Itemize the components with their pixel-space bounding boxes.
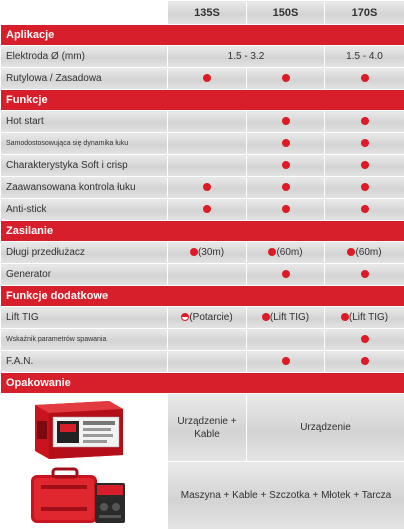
cell-170 xyxy=(325,264,404,286)
row-hotstart xyxy=(1,111,404,133)
bullet-dot xyxy=(282,117,290,125)
row-label: Zaawansowana kontrola łuku xyxy=(1,177,168,199)
cell-150 xyxy=(247,199,325,221)
bullet-dot xyxy=(282,74,290,82)
bullet-dot xyxy=(361,74,369,82)
row-rutylowa xyxy=(1,68,404,90)
cell-150 xyxy=(247,307,325,329)
row-label: Anti-stick xyxy=(1,199,168,221)
cell-text: (Potarcie) xyxy=(189,312,232,323)
bullet-dot xyxy=(361,117,369,125)
pack-135: Urządzenie + Kable xyxy=(168,394,247,462)
cell-150 xyxy=(247,242,325,264)
section-zasilanie xyxy=(1,221,404,242)
carry-case-icon xyxy=(1,463,167,529)
cell-150 xyxy=(247,133,325,155)
model-135s: 135S xyxy=(168,1,247,25)
value-170: 1.5 - 4.0 xyxy=(325,46,404,68)
header-blank xyxy=(1,1,168,25)
cell-text: (Lift TIG) xyxy=(349,312,388,323)
section-title: Opakowanie xyxy=(1,373,404,394)
cell-170 xyxy=(325,351,404,373)
cell-135 xyxy=(168,307,247,329)
section-opakowanie xyxy=(1,373,404,394)
bullet-dot xyxy=(203,74,211,82)
cell-135 xyxy=(168,133,247,155)
product-box-image xyxy=(1,394,168,462)
section-funkcje xyxy=(1,90,404,111)
cell-150 xyxy=(247,177,325,199)
cell-135 xyxy=(168,111,247,133)
cell-170 xyxy=(325,111,404,133)
row-label: Lift TIG xyxy=(1,307,168,329)
product-case-image xyxy=(1,462,168,530)
bullet-dot xyxy=(341,313,349,321)
model-150s: 150S xyxy=(247,1,325,25)
bullet-dot xyxy=(282,357,290,365)
row-label: Charakterystyka Soft i crisp xyxy=(1,155,168,177)
row-pack-2 xyxy=(1,462,404,530)
row-label: Samodostosowująca się dynamika łuku xyxy=(1,133,168,155)
cell-text: (60m) xyxy=(355,247,381,258)
cell-150 xyxy=(247,264,325,286)
product-box-icon xyxy=(1,395,167,461)
section-aplikacje xyxy=(1,25,404,46)
row-wskaznik xyxy=(1,329,404,351)
cell-135 xyxy=(168,351,247,373)
cell-170 xyxy=(325,199,404,221)
row-label: Elektroda Ø (mm) xyxy=(1,46,168,68)
section-title: Funkcje dodatkowe xyxy=(1,286,404,307)
cell-170 xyxy=(325,68,404,90)
row-generator xyxy=(1,264,404,286)
cell-150 xyxy=(247,351,325,373)
cell-170 xyxy=(325,329,404,351)
bullet-dot xyxy=(282,183,290,191)
row-samodostosowujaca xyxy=(1,133,404,155)
bullet-dot xyxy=(361,139,369,147)
cell-text: (30m) xyxy=(198,247,224,258)
cell-text: (60m) xyxy=(276,247,302,258)
section-funkcje-dodatkowe xyxy=(1,286,404,307)
row-zaawansowana xyxy=(1,177,404,199)
section-title: Funkcje xyxy=(1,90,404,111)
section-title: Zasilanie xyxy=(1,221,404,242)
pack-all: Maszyna + Kable + Szczotka + Młotek + Tarcza xyxy=(168,462,404,530)
row-antistick xyxy=(1,199,404,221)
row-fan xyxy=(1,351,404,373)
cell-135 xyxy=(168,264,247,286)
cell-135 xyxy=(168,329,247,351)
bullet-dot xyxy=(282,205,290,213)
cell-150 xyxy=(247,111,325,133)
cell-150 xyxy=(247,155,325,177)
cell-150 xyxy=(247,329,325,351)
bullet-dot xyxy=(361,183,369,191)
model-170s: 170S xyxy=(325,1,404,25)
cell-135 xyxy=(168,199,247,221)
header-row xyxy=(1,1,404,25)
bullet-dot xyxy=(361,357,369,365)
row-dlugi-przedluzacz xyxy=(1,242,404,264)
bullet-dot xyxy=(203,183,211,191)
cell-170 xyxy=(325,242,404,264)
cell-170 xyxy=(325,307,404,329)
bullet-dot xyxy=(282,139,290,147)
cell-170 xyxy=(325,133,404,155)
row-label: F.A.N. xyxy=(1,351,168,373)
bullet-dot xyxy=(361,205,369,213)
bullet-dot xyxy=(361,270,369,278)
bullet-dot xyxy=(262,313,270,321)
row-charakterystyka xyxy=(1,155,404,177)
row-label: Długi przedłużacz xyxy=(1,242,168,264)
cell-135 xyxy=(168,242,247,264)
bullet-dot xyxy=(282,270,290,278)
bullet-dot xyxy=(203,205,211,213)
value-135-150: 1.5 - 3.2 xyxy=(168,46,325,68)
bullet-dot xyxy=(361,335,369,343)
cell-170 xyxy=(325,155,404,177)
cell-135 xyxy=(168,68,247,90)
cell-135 xyxy=(168,177,247,199)
cell-170 xyxy=(325,177,404,199)
section-title: Aplikacje xyxy=(1,25,404,46)
row-elektroda xyxy=(1,46,404,68)
row-lift-tig xyxy=(1,307,404,329)
row-pack-1 xyxy=(1,394,404,462)
pack-150-170: Urządzenie xyxy=(247,394,404,462)
cell-150 xyxy=(247,68,325,90)
cell-text: (Lift TIG) xyxy=(270,312,309,323)
row-label: Rutylowa / Zasadowa xyxy=(1,68,168,90)
row-label: Hot start xyxy=(1,111,168,133)
bullet-dot xyxy=(361,161,369,169)
bullet-dot xyxy=(190,248,198,256)
cell-135 xyxy=(168,155,247,177)
row-label: Generator xyxy=(1,264,168,286)
bullet-dot xyxy=(282,161,290,169)
row-label: Wskaźnik parametrów spawania xyxy=(1,329,168,351)
